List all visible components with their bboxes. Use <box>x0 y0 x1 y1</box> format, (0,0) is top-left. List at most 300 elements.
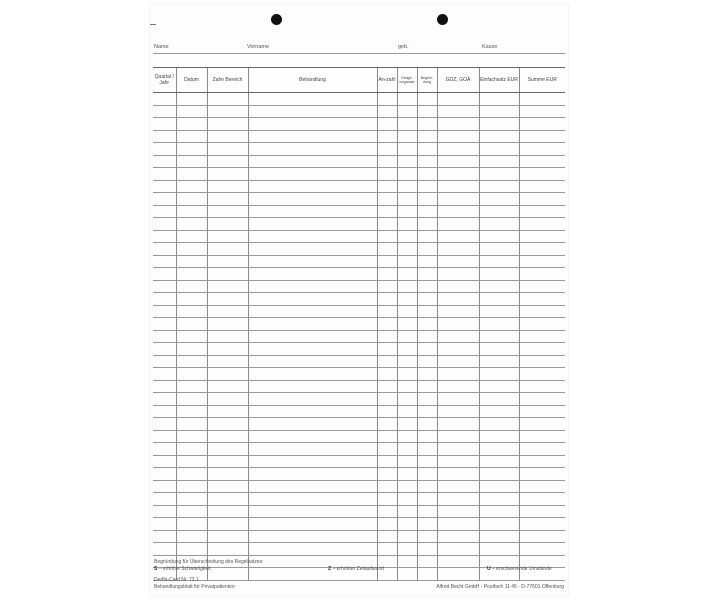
table-cell <box>248 105 377 118</box>
table-cell <box>397 530 417 543</box>
table-cell <box>153 368 176 381</box>
table-cell <box>153 455 176 468</box>
table-row <box>153 355 565 368</box>
table-cell <box>207 268 248 281</box>
table-cell <box>417 418 437 431</box>
table-cell <box>207 93 248 106</box>
key-u: U <box>487 566 491 572</box>
table-cell <box>417 255 437 268</box>
table-cell <box>479 268 519 281</box>
table-cell <box>207 493 248 506</box>
table-cell <box>248 143 377 156</box>
table-cell <box>176 343 207 356</box>
table-cell <box>377 118 397 131</box>
col-header-einfachsatz: Einfachsatz EUR <box>479 68 519 93</box>
table-cell <box>176 493 207 506</box>
table-cell <box>153 230 176 243</box>
table-cell <box>377 280 397 293</box>
col-header-goz-goae: GOZ, GOÄ <box>437 68 479 93</box>
table-cell <box>153 505 176 518</box>
table-cell <box>437 505 479 518</box>
table-cell <box>176 355 207 368</box>
col-header-summe: Summe EUR <box>519 68 565 93</box>
table-cell <box>417 380 437 393</box>
table-cell <box>417 530 437 543</box>
table-cell <box>176 318 207 331</box>
table-cell <box>176 330 207 343</box>
table-cell <box>248 305 377 318</box>
table-cell <box>417 318 437 331</box>
table-cell <box>397 368 417 381</box>
table-cell <box>248 255 377 268</box>
table-cell <box>153 155 176 168</box>
table-cell <box>377 155 397 168</box>
table-cell <box>397 155 417 168</box>
table-cell <box>176 105 207 118</box>
table-cell <box>397 255 417 268</box>
table-cell <box>437 343 479 356</box>
table-cell <box>377 518 397 531</box>
table-cell <box>519 218 565 231</box>
col-header-steigerungssatz: Steige-rungssatz <box>397 68 417 93</box>
table-cell <box>437 230 479 243</box>
table-cell <box>437 293 479 306</box>
table-cell <box>519 530 565 543</box>
table-cell <box>377 455 397 468</box>
table-cell <box>377 255 397 268</box>
table-cell <box>176 468 207 481</box>
table-cell <box>479 355 519 368</box>
table-cell <box>479 480 519 493</box>
table-cell <box>519 155 565 168</box>
table-cell <box>519 455 565 468</box>
table-row <box>153 330 565 343</box>
table-cell <box>153 118 176 131</box>
col-header-anzahl: An-zahl <box>377 68 397 93</box>
table-cell <box>519 230 565 243</box>
table-row <box>153 243 565 256</box>
table-cell <box>153 393 176 406</box>
table-cell <box>519 193 565 206</box>
table-cell <box>397 430 417 443</box>
table-cell <box>377 168 397 181</box>
table-cell <box>479 368 519 381</box>
col-header-behandlung: Behandlung <box>248 68 377 93</box>
table-cell <box>248 168 377 181</box>
table-cell <box>417 305 437 318</box>
table-cell <box>519 255 565 268</box>
table-cell <box>479 230 519 243</box>
table-cell <box>417 543 437 556</box>
table-cell <box>248 205 377 218</box>
table-cell <box>397 355 417 368</box>
table-cell <box>207 530 248 543</box>
table-cell <box>519 380 565 393</box>
card-number: Derfla-Card Nr. 72.1 <box>154 577 199 583</box>
table-cell <box>397 280 417 293</box>
table-row <box>153 205 565 218</box>
table-cell <box>207 168 248 181</box>
table-cell <box>519 205 565 218</box>
table-cell <box>176 305 207 318</box>
table-cell <box>377 530 397 543</box>
table-cell <box>377 143 397 156</box>
table-cell <box>248 518 377 531</box>
table-cell <box>207 505 248 518</box>
table-cell <box>176 268 207 281</box>
table-cell <box>437 405 479 418</box>
table-cell <box>437 93 479 106</box>
table-cell <box>437 180 479 193</box>
table-cell <box>377 380 397 393</box>
treatment-sheet <box>150 4 568 596</box>
table-cell <box>519 280 565 293</box>
table-cell <box>479 193 519 206</box>
table-cell <box>397 568 417 581</box>
table-row <box>153 143 565 156</box>
table-cell <box>153 143 176 156</box>
table-cell <box>377 93 397 106</box>
table-cell <box>207 105 248 118</box>
table-cell <box>397 105 417 118</box>
table-cell <box>176 155 207 168</box>
table-cell <box>248 505 377 518</box>
table-cell <box>153 205 176 218</box>
table-row <box>153 468 565 481</box>
footer-card-info <box>154 577 235 590</box>
table-cell <box>519 543 565 556</box>
table-cell <box>377 205 397 218</box>
table-cell <box>248 480 377 493</box>
table-cell <box>248 393 377 406</box>
table-cell <box>479 118 519 131</box>
table-cell <box>176 405 207 418</box>
table-cell <box>397 293 417 306</box>
table-row <box>153 393 565 406</box>
table-cell <box>207 218 248 231</box>
table-cell <box>207 355 248 368</box>
table-cell <box>437 443 479 456</box>
table-cell <box>153 518 176 531</box>
table-row <box>153 480 565 493</box>
justification-s <box>154 566 264 573</box>
table-cell <box>248 193 377 206</box>
table-cell <box>417 268 437 281</box>
table-cell <box>519 480 565 493</box>
col-header-zahn-bereich: Zahn Bereich <box>207 68 248 93</box>
table-cell <box>176 518 207 531</box>
table-cell <box>248 430 377 443</box>
table-cell <box>397 505 417 518</box>
table-cell <box>153 218 176 231</box>
table-cell <box>248 343 377 356</box>
table-row <box>153 280 565 293</box>
table-cell <box>248 118 377 131</box>
table-cell <box>437 193 479 206</box>
table-cell <box>207 230 248 243</box>
table-cell <box>397 380 417 393</box>
table-cell <box>479 205 519 218</box>
table-cell <box>437 268 479 281</box>
table-cell <box>479 255 519 268</box>
table-cell <box>248 493 377 506</box>
table-cell <box>248 130 377 143</box>
table-cell <box>153 530 176 543</box>
table-cell <box>176 230 207 243</box>
table-cell <box>519 505 565 518</box>
table-cell <box>176 243 207 256</box>
table-cell <box>153 418 176 431</box>
table-cell <box>437 105 479 118</box>
table-cell <box>417 105 437 118</box>
footer-justification <box>154 559 264 572</box>
table-cell <box>377 368 397 381</box>
table-cell <box>479 155 519 168</box>
text-s: – erhöhte Schwierigkeit <box>158 565 211 572</box>
table-cell <box>176 505 207 518</box>
table-cell <box>479 293 519 306</box>
table-cell <box>519 468 565 481</box>
table-cell <box>397 118 417 131</box>
table-row <box>153 343 565 356</box>
table-cell <box>176 443 207 456</box>
table-cell <box>377 293 397 306</box>
table-cell <box>417 493 437 506</box>
table-cell <box>417 280 437 293</box>
table-cell <box>248 268 377 281</box>
table-cell <box>437 455 479 468</box>
table-cell <box>377 180 397 193</box>
table-cell <box>176 543 207 556</box>
table-cell <box>377 243 397 256</box>
table-cell <box>153 493 176 506</box>
table-cell <box>377 443 397 456</box>
table-cell <box>397 518 417 531</box>
table-cell <box>176 205 207 218</box>
table-cell <box>417 330 437 343</box>
table-cell <box>207 193 248 206</box>
table-cell <box>479 468 519 481</box>
table-cell <box>248 418 377 431</box>
table-cell <box>437 568 479 581</box>
key-s: S <box>154 565 158 572</box>
table-cell <box>397 480 417 493</box>
table-cell <box>519 143 565 156</box>
text-z: – erhöhter Zeitaufwand <box>332 566 384 572</box>
table-cell <box>417 218 437 231</box>
table-cell <box>377 493 397 506</box>
table-cell <box>437 330 479 343</box>
table-cell <box>207 280 248 293</box>
table-cell <box>377 130 397 143</box>
table-cell <box>397 193 417 206</box>
table-cell <box>479 130 519 143</box>
justification-z <box>328 566 384 573</box>
table-cell <box>519 493 565 506</box>
table-cell <box>248 218 377 231</box>
table-cell <box>248 530 377 543</box>
table-cell <box>479 393 519 406</box>
table-cell <box>417 555 437 568</box>
table-cell <box>207 318 248 331</box>
table-cell <box>207 418 248 431</box>
table-cell <box>176 143 207 156</box>
table-cell <box>519 243 565 256</box>
field-label-kasse: Kasse <box>482 44 498 50</box>
table-cell <box>479 305 519 318</box>
table-cell <box>437 205 479 218</box>
table-cell <box>397 93 417 106</box>
table-cell <box>417 430 437 443</box>
table-cell <box>153 405 176 418</box>
table-cell <box>397 330 417 343</box>
table-cell <box>479 530 519 543</box>
table-row <box>153 455 565 468</box>
table-cell <box>207 243 248 256</box>
table-cell <box>397 455 417 468</box>
table-cell <box>397 555 417 568</box>
table-row <box>153 493 565 506</box>
table-cell <box>377 393 397 406</box>
table-cell <box>417 93 437 106</box>
table-cell <box>153 105 176 118</box>
table-cell <box>479 380 519 393</box>
table-cell <box>153 93 176 106</box>
table-row <box>153 230 565 243</box>
table-cell <box>207 368 248 381</box>
table-cell <box>397 493 417 506</box>
col-header-quartal: Quartal / Jahr <box>153 68 176 93</box>
table-cell <box>248 355 377 368</box>
table-cell <box>437 318 479 331</box>
table-cell <box>377 405 397 418</box>
table-cell <box>397 343 417 356</box>
table-cell <box>417 168 437 181</box>
table-cell <box>248 330 377 343</box>
table-cell <box>479 493 519 506</box>
table-row <box>153 105 565 118</box>
table-cell <box>417 143 437 156</box>
table-row <box>153 380 565 393</box>
table-cell <box>479 143 519 156</box>
table-cell <box>479 430 519 443</box>
table-cell <box>417 443 437 456</box>
table-cell <box>397 130 417 143</box>
table-cell <box>377 343 397 356</box>
table-cell <box>248 543 377 556</box>
table-cell <box>519 355 565 368</box>
table-cell <box>176 380 207 393</box>
table-cell <box>207 130 248 143</box>
table-cell <box>479 318 519 331</box>
table-cell <box>153 168 176 181</box>
table-cell <box>479 330 519 343</box>
key-z: Z <box>328 566 332 572</box>
card-title: Behandlungsblatt für Privatpatienten <box>154 583 235 590</box>
table-cell <box>519 118 565 131</box>
table-cell <box>417 343 437 356</box>
table-cell <box>417 505 437 518</box>
table-cell <box>207 455 248 468</box>
table-cell <box>153 318 176 331</box>
table-cell <box>417 480 437 493</box>
table-cell <box>207 293 248 306</box>
table-cell <box>207 143 248 156</box>
table-cell <box>437 155 479 168</box>
table-cell <box>417 405 437 418</box>
table-cell <box>437 130 479 143</box>
table-cell <box>248 280 377 293</box>
table-cell <box>437 518 479 531</box>
table-cell <box>519 318 565 331</box>
table-cell <box>417 193 437 206</box>
table-cell <box>437 468 479 481</box>
table-cell <box>176 118 207 131</box>
table-cell <box>153 293 176 306</box>
table-cell <box>153 468 176 481</box>
table-cell <box>437 280 479 293</box>
table-cell <box>176 168 207 181</box>
table-cell <box>176 393 207 406</box>
table-cell <box>176 255 207 268</box>
publisher-address: Alfred Becht GmbH · Postfach 11 45 · D-77601 Offenburg <box>436 584 564 590</box>
table-cell <box>176 193 207 206</box>
table-cell <box>437 393 479 406</box>
table-cell <box>377 468 397 481</box>
table-cell <box>176 418 207 431</box>
table-row <box>153 293 565 306</box>
table-cell <box>417 568 437 581</box>
table-row <box>153 93 565 106</box>
table-row <box>153 180 565 193</box>
table-cell <box>207 518 248 531</box>
table-row <box>153 418 565 431</box>
table-cell <box>176 93 207 106</box>
table-row <box>153 168 565 181</box>
table-cell <box>176 530 207 543</box>
table-cell <box>153 443 176 456</box>
table-cell <box>397 305 417 318</box>
table-cell <box>248 380 377 393</box>
table-cell <box>417 455 437 468</box>
table-cell <box>377 318 397 331</box>
table-cell <box>153 255 176 268</box>
table-cell <box>397 143 417 156</box>
table-cell <box>397 443 417 456</box>
table-cell <box>153 355 176 368</box>
table-cell <box>377 193 397 206</box>
table-cell <box>397 405 417 418</box>
table-cell <box>248 180 377 193</box>
table-cell <box>248 368 377 381</box>
table-cell <box>417 118 437 131</box>
table-cell <box>377 230 397 243</box>
table-cell <box>397 418 417 431</box>
table-cell <box>479 405 519 418</box>
table-cell <box>248 155 377 168</box>
table-cell <box>519 293 565 306</box>
table-cell <box>397 230 417 243</box>
table-cell <box>153 380 176 393</box>
table-cell <box>397 205 417 218</box>
table-cell <box>207 330 248 343</box>
table-cell <box>153 430 176 443</box>
table-cell <box>519 268 565 281</box>
table-row <box>153 118 565 131</box>
table-cell <box>437 305 479 318</box>
table-cell <box>519 130 565 143</box>
table-cell <box>377 218 397 231</box>
